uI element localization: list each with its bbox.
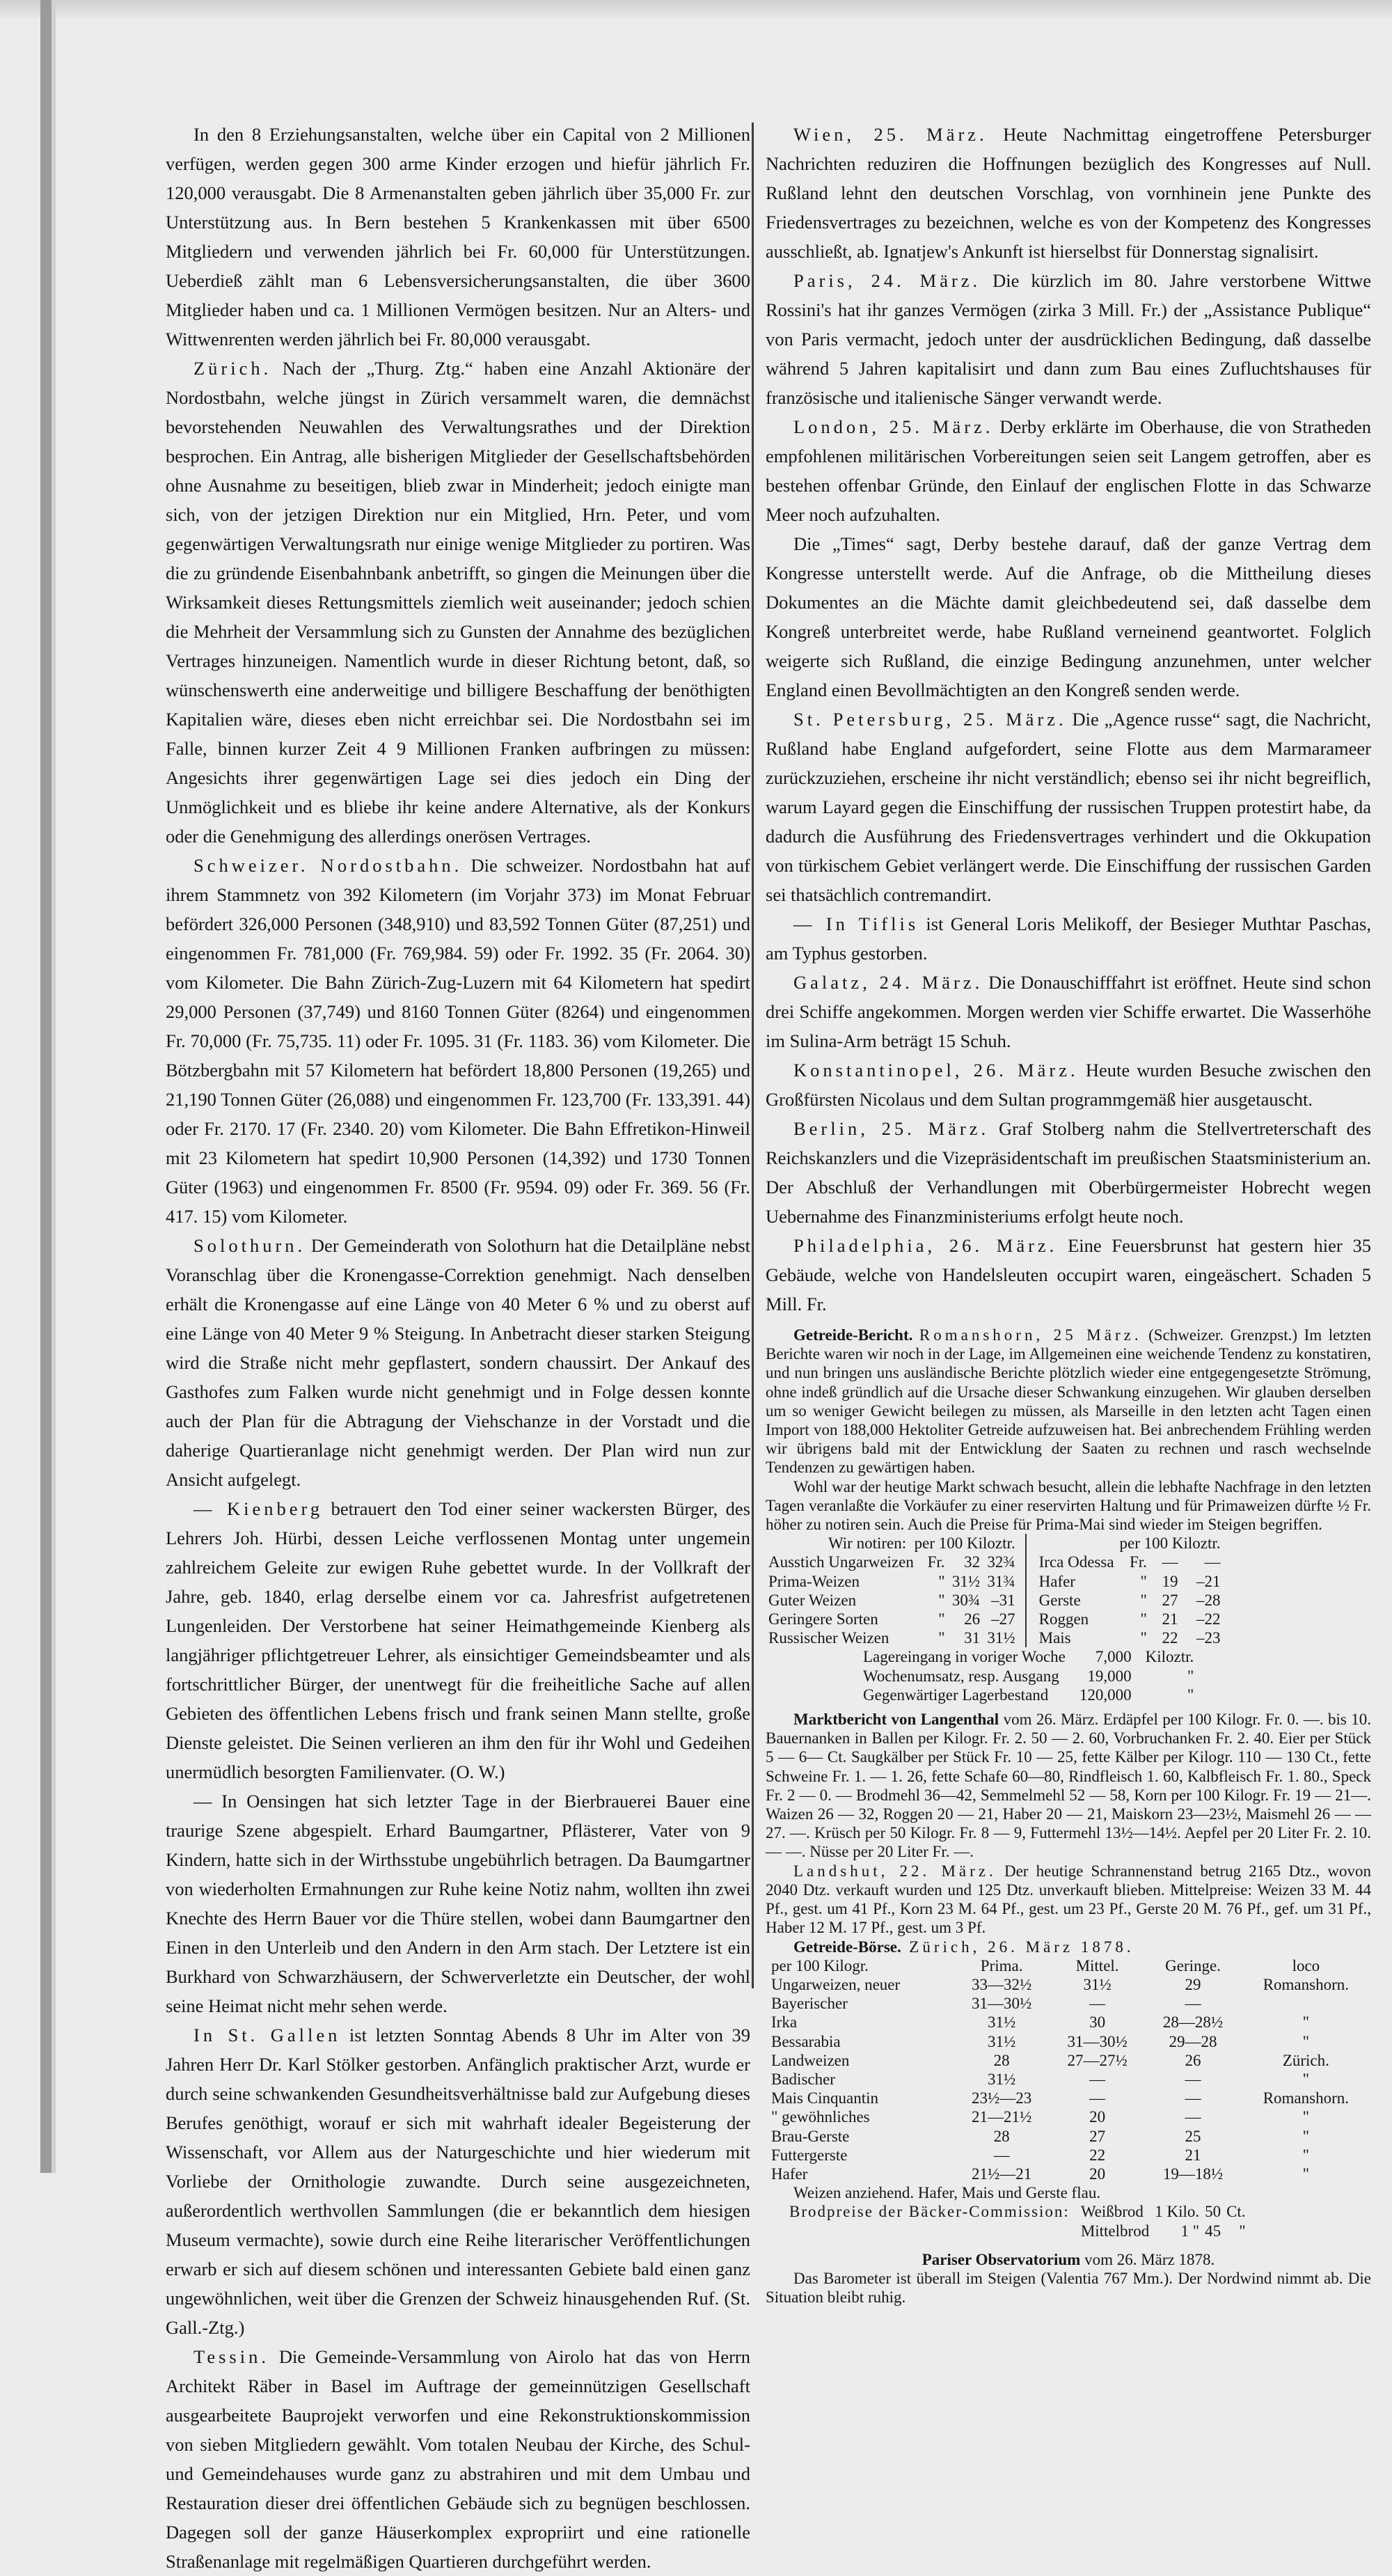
article-dateline: Konstantinopel, 26. März. (793, 1060, 1079, 1081)
brod-table (1078, 2202, 1249, 2240)
boerse-cell: 27—27½ (1067, 2051, 1128, 2069)
notiren-row-name: Roggen (1038, 1610, 1089, 1628)
notiren-row-b: –27 (991, 1610, 1015, 1628)
notiren-unit-right: per 100 Kiloztr. (1119, 1534, 1221, 1553)
article-paragraph (166, 2020, 750, 2342)
market-reports (766, 1326, 1371, 2307)
notiren-row-b: –23 (1196, 1629, 1221, 1647)
boerse-cell: Romanshorn. (1263, 2089, 1350, 2107)
notiren-row-cur: " (938, 1629, 945, 1647)
article-paragraph (766, 529, 1371, 705)
boerse-cell: 22 (1089, 2146, 1106, 2164)
right-column (766, 120, 1371, 1319)
article-paragraph (166, 1231, 750, 1494)
boerse-cell: " (1302, 2108, 1310, 2126)
article-text: In den 8 Erziehungsanstalten, welche über ein Capital von 2 Millionen verfügen, werden gegen 300 arme Kinder erzogen und hiefür jährlich Fr. 120,000 verausgabt. Die 8 Armenanstalten geben jährlich über 35,000 Fr. zur Unterstützung aus. In Bern bestehen 5 Krankenkassen mit über 6500 Mitgliedern und verwenden jährlich bei Fr. 60,000 für Unterstützungen. Ueberdieß zählt man 6 Lebensversicherungsanstalten, die über 3600 Mitglieder haben und ca. 1 Millionen Vermögen besitzen. Nur an Alters- und Wittwenrenten werden jährlich bei Fr. 80,000 verausgabt. (166, 124, 750, 350)
article-text: ist letzten Sonntag Abends 8 Uhr im Alter von 39 Jahren Herr Dr. Karl Stölker gestorben. Anfänglich praktischer Arzt, wurde er durch seine schwankenden Gesundheitsverhältnisse bald zur Aufgebung dieses Berufes genöthigt, worauf er sich mit wahrhaft idealer Begeisterung der Wissenschaft, vor Allem aus der Naturgeschichte und hier wiederum mit Vorliebe der Ornithologie zuwandte. Durch seine ausgezeichneten, außerordentlich werthvollen Sammlungen (die er bekanntlich dem hiesigen Museum vermachte), sowie durch eine Reihe literarischer Veröffentlichungen erwarb er sich auf diesem schönen und interessanten Gebiete bald einen ganz ungewöhnlichen, weit über die Grenzen der Schweiz hinausgehenden Ruf. (St. Gall.-Ztg.) (166, 2025, 751, 2338)
stock-row-unit: " (1187, 1667, 1194, 1685)
boerse-cell: " (1302, 2070, 1310, 2088)
boerse-place-date: Zürich, 26. März 1878. (909, 1938, 1134, 1956)
notiren-row-cur: Fr. (927, 1553, 945, 1571)
notiren-row-b: –22 (1196, 1610, 1221, 1628)
boerse-cell: 31—30½ (1067, 2032, 1128, 2050)
langenthal-text: vom 26. März. Erdäpfel per 100 Kilogr. Fr. 0. —. bis 10. Bauernanken in Ballen per Kilogr. Fr. 2. 50 — 2. 60, Vorbruchanken Fr. 2. 40. Eier per Stück 5 — 6— Ct. Saugkälber per Stück Fr. 10 — 25, fette Kälber per Kilogr. 110 — 130 Ct., fette Schweine Fr. 1. — 1. 26, fette Schafe 60—80, Rindfleisch 1. 60, Kalbfleisch Fr. 1. 80., Speck Fr. 2 — 0. — Brodmehl 36—42, Semmelmehl 52 — 58, Korn per 100 Kilogr. Fr. 19 — 21—. Waizen 26 — 32, Roggen 20 — 21, Haber 20 — 21, Maiskorn 23—23½, Maismehl 26 — — 27. —. Krüsch per 50 Kilogr. Fr. 8 — 9, Futtermehl 13½—14½. Aepfel per 20 Liter Fr. 2. 10. — —. Nüsse per 20 Liter Fr. —. (766, 1711, 1372, 1861)
price-table-notiren (766, 1534, 1371, 1647)
boerse-cell: 26 (1185, 2051, 1201, 2069)
notiren-row (766, 1610, 1018, 1628)
stock-row (856, 1647, 1201, 1666)
brod-title: Brodpreise der Bäcker-Commission: (789, 2203, 1070, 2221)
boerse-cell: 29 (1185, 1975, 1201, 1993)
notiren-row-name: Irca Odessa (1038, 1553, 1114, 1571)
notiren-row-cur: " (1140, 1572, 1147, 1590)
article-paragraph (766, 909, 1371, 968)
boerse-cell: 33—32½ (972, 1975, 1032, 1993)
notiren-row-a: 27 (1162, 1591, 1178, 1609)
boerse-cell (1241, 1994, 1371, 2013)
boerse-row (766, 2013, 1371, 2032)
article-dateline: Philadelphia, 26. März. (793, 1235, 1058, 1256)
notiren-row (766, 1628, 1018, 1647)
article-paragraph (766, 968, 1371, 1055)
notiren-row-b: –21 (1196, 1572, 1221, 1590)
boerse-table (766, 1956, 1371, 2183)
notiren-row-cur: " (1140, 1610, 1147, 1628)
boerse-cell: 31—30½ (972, 1995, 1032, 2013)
boerse-cell: " gewöhnliches (771, 2108, 870, 2126)
boerse-cell: — (1185, 1995, 1201, 2013)
notiren-row-name: Russischer Weizen (768, 1629, 889, 1647)
boerse-cell: Bessarabia (771, 2032, 841, 2050)
article-text: Die Gemeinde-Versammlung von Airolo hat das von Herrn Architekt Räber in Basel im Auftrage der gemeinnützigen Gesellschaft ausgearbeitete Bauprojekt verworfen und eine Rekonstruktionskommission von sieben Mitgliedern gewählt. Vom totalen Neubau der Kirche, des Schul- und Gemeindehauses wurde ganz zu abstrahiren und mit dem Umbau und Restauration dieser drei öffentlichen Gebäude sich zu begnügen beschlossen. Dagegen soll der ganze Häuserkomplex expropriirt und eine rationelle Straßenanlage mit regelmäßigen Quartieren durchgeführt werden. (166, 2346, 750, 2572)
boerse-cell: Irka (771, 2013, 798, 2032)
notiren-row (766, 1591, 1018, 1610)
brod-row-unit: " (1239, 2222, 1246, 2240)
boerse-cell: Mais Cinquantin (771, 2089, 878, 2107)
boerse-cell: 31½ (988, 2032, 1016, 2050)
stock-row-label: Gegenwärtiger Lagerbestand (863, 1686, 1049, 1704)
boerse-row (766, 2089, 1371, 2107)
brod-row-qty: 1 " (1180, 2222, 1200, 2240)
stock-row-label: Wochenumsatz, resp. Ausgang (863, 1667, 1059, 1685)
article-dateline: Wien, 25. März. (793, 124, 988, 145)
article-text: Die schweizer. Nordostbahn hat auf ihrem Stammnetz von 392 Kilometern (im Vorjahr 373) im Monat Februar befördert 326,000 Personen (348,910) und 83,592 Tonnen Güter (87,251) und eingenommen Fr. 781,000 (Fr. 769,984. 59) oder Fr. 1992. 35 (Fr. 2064. 30) vom Kilometer. Die Bahn Zürich-Zug-Luzern mit 64 Kilometern hat spedirt 29,000 Personen (37,749) und 8160 Tonnen Güter (8264) und eingenommen Fr. 70,000 (Fr. 75,735. 11) oder Fr. 1095. 31 (Fr. 1183. 36) vom Kilometer. Die Bötzbergbahn mit 57 Kilometern hat befördert 18,800 Personen (19,265) und 21,190 Tonnen Güter (26,088) und eingenommen Fr. 123,700 (Fr. 133,391. 44) oder Fr. 2170. 17 (Fr. 2340. 20) vom Kilometer. Die Bahn Effretikon-Hinweil mit 23 Kilometern hat spedirt 10,900 Personen (14,392) und 1730 Tonnen Güter (1963) und eingenommen Fr. 8500 (Fr. 9594. 09) oder Fr. 369. 56 (Fr. 417. 15) vom Kilometer. (166, 855, 750, 1227)
getreide-bericht-place-date: Romanshorn, 25 März. (919, 1326, 1142, 1344)
article-text: Die kürzlich im 80. Jahre verstorbene Wittwe Rossini's hat ihr ganzes Vermögen (zirka 3 Mill. Fr.) der „Assistance Publique“ von Paris vermacht, jedoch unter der ausdrücklichen Bedingung, daß dasselbe während 5 Jahren kapitalisirt und dann zum Bau eines Zufluchtshauses für französische und italienische Sänger verwandt werde. (766, 270, 1371, 408)
notiren-row-b: –31 (991, 1591, 1015, 1609)
notiren-row-cur: " (938, 1572, 945, 1590)
article-dateline: Tessin. (193, 2346, 269, 2367)
boerse-cell: Hafer (771, 2165, 808, 2183)
boerse-cell: 23½—23 (972, 2089, 1032, 2107)
stock-row-value: 7,000 (1095, 1648, 1132, 1666)
getreide-bericht (766, 1326, 1371, 1477)
boerse-cell: Romanshorn. (1263, 1975, 1350, 1993)
article-dateline: Zürich. (193, 358, 272, 379)
notiren-row-name: Ausstich Ungarweizen (768, 1553, 914, 1571)
notiren-row-a: 31½ (951, 1572, 981, 1590)
notiren-row-a: 21 (1162, 1610, 1178, 1628)
landshut-lead: Landshut, 22. März. (793, 1862, 997, 1880)
boerse-cell: 21½—21 (972, 2165, 1032, 2183)
stock-row-value: 120,000 (1079, 1686, 1132, 1704)
observatorium-heading (766, 2250, 1371, 2269)
boerse-row (766, 2107, 1371, 2126)
observatorium-date: vom 26. März 1878. (1084, 2250, 1215, 2268)
notiren-row (1036, 1591, 1224, 1610)
notiren-row-a: 30¾ (951, 1591, 981, 1609)
boerse-cell: — (1185, 2070, 1201, 2088)
boerse-cell: Brau-Gerste (771, 2127, 850, 2145)
notiren-row-a: 26 (964, 1610, 981, 1628)
article-dateline: Berlin, 25. März. (793, 1118, 990, 1139)
article-paragraph (766, 412, 1371, 529)
boerse-cell: 28—28½ (1162, 2013, 1224, 2032)
article-dateline: — In Tiflis (793, 913, 919, 934)
boerse-row (766, 2127, 1371, 2146)
notiren-row-name: Guter Weizen (768, 1591, 857, 1609)
boerse-cell: — (1089, 2089, 1106, 2107)
article-paragraph (166, 1786, 750, 2020)
boerse-header: Mittel. (1075, 1956, 1119, 1974)
article-paragraph (166, 354, 750, 851)
article-paragraph (766, 120, 1371, 266)
boerse-cell: " (1302, 2013, 1310, 2032)
brod-row-qty: 1 Kilo. (1155, 2203, 1200, 2221)
article-dateline: In St. Gallen (193, 2025, 341, 2045)
notiren-row-cur: " (1140, 1591, 1147, 1609)
boerse-title: Getreide-Börse. (793, 1938, 901, 1956)
langenthal-report (766, 1710, 1371, 1862)
notiren-row-b: 32¾ (987, 1553, 1015, 1571)
stock-table (856, 1647, 1201, 1704)
article-text: ist General Loris Melikoff, der Besieger Muthtar Paschas, am Typhus gestorben. (766, 913, 1371, 964)
article-paragraph (766, 1055, 1371, 1114)
page-binding-edge-inner (52, 0, 56, 2173)
boerse-tendency: Weizen anziehend. Hafer, Mais und Gerste flau. (793, 2184, 1101, 2202)
getreide-bericht-para2: Wohl war der heutige Markt schwach besucht, allein die lebhafte Nachfrage in den letzten Tagen veranlaßte die Vorkäufer zu einer reservirten Haltung und für Primaweizen dürfte ½ Fr. höher zu notiren sein. Auch die Preise für Prima-Mai sind wieder im Steigen begriffen. (766, 1477, 1371, 1534)
notiren-row-name: Geringere Sorten (768, 1610, 878, 1628)
article-dateline: Solothurn. (193, 1235, 306, 1256)
notiren-row-cur: " (938, 1610, 945, 1628)
brod-row-name: Mittelbrod (1080, 2222, 1150, 2240)
langenthal-title: Marktbericht von Langenthal (793, 1711, 999, 1729)
boerse-cell: 28 (993, 2051, 1010, 2069)
boerse-cell: — (993, 2146, 1010, 2164)
notiren-row (766, 1553, 1018, 1571)
getreide-bericht-source: (Schweizer. Grenzpst.) (1148, 1326, 1298, 1344)
notiren-row-name: Prima-Weizen (768, 1572, 860, 1590)
page-binding-edge (40, 0, 52, 2173)
notiren-unit: per 100 Kiloztr. (914, 1534, 1015, 1553)
article-text: Graf Stolberg nahm die Stellvertreterschaft des Reichskanzlers und die Vizepräsidentschaft im preußischen Staatsministerium an. Der Abschluß der Verhandlungen mit Oberbürgermeister Hobrecht wegen Uebernahme des Finanzministeriums erfolgt heute noch. (766, 1118, 1372, 1227)
stock-row-label: Lagereingang in voriger Woche (863, 1648, 1066, 1666)
brod-row (1078, 2222, 1249, 2240)
notiren-row (1036, 1610, 1224, 1628)
boerse-cell: Bayerischer (771, 1995, 848, 2013)
article-dateline: Schweizer. Nordostbahn. (193, 855, 463, 876)
article-paragraph (766, 266, 1371, 412)
boerse-header: Prima. (980, 1956, 1023, 1974)
boerse-header: loco (1292, 1956, 1320, 1974)
getreide-bericht-title: Getreide-Bericht. (793, 1326, 913, 1344)
left-column (166, 120, 750, 2576)
article-paragraph (166, 851, 750, 1231)
boerse-cell: " (1302, 2127, 1310, 2145)
article-dateline: London, 25. März. (793, 416, 994, 437)
article-paragraph (766, 1231, 1371, 1319)
stock-row-unit: Kiloztr. (1145, 1648, 1194, 1666)
notiren-row-a: — (1162, 1553, 1178, 1571)
notiren-row-a: 32 (964, 1553, 981, 1571)
boerse-header: per 100 Kilogr. (771, 1956, 869, 1974)
notiren-row (1036, 1572, 1224, 1591)
boerse-cell: 31½ (988, 2070, 1016, 2088)
notiren-row-name: Mais (1038, 1629, 1071, 1647)
boerse-cell: 20 (1089, 2165, 1106, 2183)
stock-row (856, 1667, 1201, 1686)
article-dateline: St. Petersburg, 25. März. (793, 709, 1067, 730)
notiren-row-cur: " (1140, 1629, 1147, 1647)
article-text: betrauert den Tod einer seiner wackersten Bürger, des Lehrers Joh. Hürbi, dessen Leiche verflossenen Montag unter ungemein zahlreichem Geleite zur ewigen Ruhe gebettet wurde. In der Vollkraft der Jahre, geb. 1840, erlag derselbe einem vor ca. Jahresfrist aufgetretenen Lungenleiden. Der Verstorbene hat seiner Heimathgemeinde Kienberg als langjähriger pflichtgetreuer Lehrer, als einsichtiger Gemeindsbeamter und als fortschrittlicher Bürger, der unentwegt für die freiheitliche Sache auf allen Gebieten des öffentlichen Lebens frisch und frank seinen Mann stellte, große Dienste geleistet. Die Seinen verlieren an ihm den für ihr Wohl und Gedeihen unermüdlich besorgten Familienvater. (O. W.) (166, 1498, 751, 1782)
boerse-row (766, 1994, 1371, 2013)
boerse-row (766, 2146, 1371, 2165)
boerse-cell: " (1302, 2165, 1310, 2183)
boerse-cell: " (1302, 2032, 1310, 2050)
brod-row-price: 50 (1205, 2203, 1221, 2221)
boerse-row (766, 2070, 1371, 2089)
article-paragraph (166, 2342, 750, 2576)
right-column-wrapper (766, 120, 1371, 2307)
boerse-cell: — (1185, 2108, 1201, 2126)
boerse-cell: 21 (1185, 2146, 1201, 2164)
notiren-row (1036, 1628, 1224, 1647)
notiren-row-b: 31¾ (987, 1572, 1015, 1590)
article-text: Der Gemeinderath von Solothurn hat die Detailpläne nebst Voranschlag über die Kronengasse-Correktion genehmigt. Nach denselben erhält die Kronengasse auf eine Länge von 40 Meter 6 % und zu oberst auf eine Länge von 40 Meter 9 % Steigung. In Anbetracht dieser starken Steigung wird die Straße nicht mehr gepflastert, sondern chaussirt. Der Ankauf des Gasthofes zum Falken wurde nicht genehmigt und in Folge dessen konnte auch der Plan für die Abtragung der Viehschanze in der Vorstadt und die daherige Quartieranlage nicht genehmigt werden. Der Plan wird nun zur Ansicht aufgelegt. (166, 1235, 751, 1490)
notiren-label: Wir notiren: (828, 1534, 907, 1553)
article-text: Die Donauschifffahrt ist eröffnet. Heute sind schon drei Schiffe angekommen. Morgen werden vier Schiffe erwartet. Die Wasserhöhe im Sulina-Arm beträgt 15 Schuh. (766, 972, 1372, 1051)
article-text: Die „Agence russe“ sagt, die Nachricht, Rußland habe England aufgefordert, seine Flotte aus dem Marmarameer zurückzuziehen, erscheine ihr nicht verständlich; ebenso sei ihr nicht begreiflich, warum Layard gegen die Einschiffung der russischen Truppen protestirt habe, da dadurch die Ausführung des Friedensvertrages verhindert und die Okkupation von türkischem Gebiet verlängert werde. Die Einschiffung der russischen Garden sei thatsächlich contremandirt. (766, 709, 1371, 905)
boerse-heading (766, 1938, 1371, 1956)
article-text: Heute Nachmittag eingetroffene Petersburger Nachrichten reduziren die Hoffnungen bezüglich des Kongresses auf Null. Rußland lehnt den deutschen Vorschlag, von vornhinein jene Punkte des Friedensvertrages zu bezeichnen, welche es von der Kompetenz des Kongresses ausschließt, ab. Ignatjew's Ankunft ist hierselbst für Donnerstag signalisirt. (766, 124, 1371, 262)
boerse-cell: 27 (1089, 2127, 1106, 2145)
boerse-cell: — (1089, 1995, 1106, 2013)
notiren-row-cur: Fr. (1129, 1553, 1147, 1571)
notiren-row-a: 31 (964, 1629, 981, 1647)
landshut-text: Der heutige Schrannenstand betrug 2165 Dtz., wovon 2040 Dtz. verkauft wurden und 125 Dtz. unverkauft blieben. Mittelpreise: Weizen 33 M. 44 Pf., gest. um 41 Pf., Korn 23 M. 64 Pf., gest. um 23 Pf., Gerste 20 M. 76 Pf., gef. um 31 Pf., Haber 12 M. 17 Pf., gest. um 3 Pf. (766, 1862, 1371, 1937)
brod-row-price: 45 (1205, 2222, 1221, 2240)
article-text: Derby erklärte im Oberhause, die von Stratheden empfohlenen militärischen Vorbereitungen seien seit Langem getroffen, aber es bestehen offenbar Gründe, den Einlauf der englischen Flotte in das Schwarze Meer noch aufzuhalten. (766, 416, 1371, 525)
notiren-row-cur: " (938, 1591, 945, 1609)
boerse-row (766, 2051, 1371, 2070)
notiren-row (1036, 1553, 1224, 1571)
brod-row (1078, 2202, 1249, 2221)
boerse-cell: Futtergerste (771, 2146, 848, 2164)
getreide-bericht-text: Im letzten Berichte waren wir noch in der Lage, im Allgemeinen eine weichende Tendenz zu konstatiren, und nun bringen uns ausländische Berichte plötzlich wieder eine entgegengesetzte Strömung, ohne indeß gründlich auf die Ursache dieser Schwankung einzugehen. Wir glauben derselben um so weniger Gewicht beilegen zu müssen, als Marseille in den letzten acht Tagen einen Import von 188,000 Hektoliter Getreide aufzuweisen hat. Bei anbrechendem Frühling werden wir übrigens bald mit der Entwicklung der Saaten zu rechnen und rasch wechselnde Tendenzen zu gewärtigen haben. (766, 1326, 1371, 1477)
article-text: Heute wurden Besuche zwischen den Großfürsten Nicolaus und dem Sultan programmgemäß hier ausgetauscht. (766, 1060, 1371, 1110)
observatorium-title: Pariser Observatorium (922, 2250, 1081, 2268)
article-dateline: — Kienberg (193, 1498, 324, 1519)
article-dateline: Galatz, 24. März. (793, 972, 983, 993)
boerse-cell: 31½ (988, 2013, 1016, 2032)
boerse-cell: — (1089, 2070, 1106, 2088)
notiren-row-b: –28 (1196, 1591, 1221, 1609)
boerse-cell: 19—18½ (1162, 2165, 1224, 2183)
stock-row-value: 19,000 (1087, 1667, 1132, 1685)
brod-row-name: Weißbrod (1080, 2203, 1144, 2221)
landshut-report (766, 1862, 1371, 1938)
page-top-shadow (0, 0, 1392, 21)
stock-row-unit: " (1187, 1686, 1194, 1704)
boerse-cell: 20 (1089, 2108, 1106, 2126)
article-paragraph (766, 1114, 1371, 1231)
boerse-cell: 30 (1089, 2013, 1106, 2032)
boerse-cell: — (1185, 2089, 1201, 2107)
boerse-cell: Badischer (771, 2070, 835, 2088)
boerse-row (766, 2032, 1371, 2051)
article-text: Nach der „Thurg. Ztg.“ haben eine Anzahl Aktionäre der Nordostbahn, welche jüngst in Zürich versammelt waren, die demnächst bevorstehenden Neuwahlen des Verwaltungsrathes und der Direktion besprochen. Ein Antrag, alle bisherigen Mitglieder der Gesellschaftsbehörden ohne Ausnahme zu beseitigen, blieb zwar in Minderheit; jedoch einigte man sich, von der jetzigen Direktion nur ein Mitglied, Hrn. Peter, und vom gegenwärtigen Verwaltungsrath nur einige wenige Mitglieder zu portiren. Was die zu gründende Eisenbahnbank anbetrifft, so gingen die Meinungen über die Wirksamkeit dieses Rettungsmittels ziemlich weit auseinander; jedoch schien die Mehrheit der Versammlung sich zu Gunsten der Annahme des bezüglichen Vertrages hinzuneigen. Namentlich wurde in dieser Richtung betont, daß, so wünschenswerth eine anderweitige und billigere Beschaffung der benöthigten Kapitalien wäre, dieses eben nicht erreichbar sei. Die Nordostbahn sei im Falle, binnen kurzer Zeit 4 9 Millionen Franken aufbringen zu müssen: Angesichts ihrer gegenwärtigen Lage sei dies jedoch ein Ding der Unmöglichkeit und es bliebe ihr keine andere Alternative, als der Konkurs oder die Genehmigung des allerdings onerösen Vertrages. (166, 358, 750, 847)
boerse-cell: " (1302, 2146, 1310, 2164)
article-paragraph (766, 705, 1371, 909)
boerse-cell: Zürich. (1282, 2051, 1329, 2069)
notiren-row (766, 1572, 1018, 1591)
notiren-row-name: Gerste (1038, 1591, 1081, 1609)
notiren-row-b: 31½ (987, 1629, 1015, 1647)
article-text: — In Oensingen hat sich letzter Tage in der Bierbrauerei Bauer eine traurige Szene abgespielt. Erhard Baumgartner, Pflästerer, Vater von 9 Kindern, hatte sich in der Wirthsstube ungebührlich betragen. Da Baumgartner von wiederholten Ermahnungen zur Ruhe keine Notiz nahm, wollten ihn zwei Knechte des Herrn Bauer vor die Thüre stellen, wobei dann Baumgartner den Einen in den Unterleib und den Andern in den Arm stach. Der Letztere ist ein Burkhard von Schwarzhäusern, der Schwerverletzte ein Deutscher, der wohl seine Heimat nicht mehr sehen werde. (166, 1791, 750, 2016)
article-paragraph (166, 120, 750, 354)
boerse-cell: Landweizen (771, 2051, 850, 2069)
notiren-row-a: 19 (1162, 1572, 1178, 1590)
article-text: Eine Feuersbrunst hat gestern hier 35 Gebäude, welche von Handelsleuten occupirt waren, eingeäschert. Schaden 5 Mill. Fr. (766, 1235, 1372, 1314)
column-divider (752, 123, 754, 1988)
brod-prices (789, 2202, 1371, 2240)
article-dateline: Paris, 24. März. (793, 270, 981, 291)
article-text: Die „Times“ sagt, Derby bestehe darauf, daß der ganze Vertrag dem Kongresse unterstellt werde. Auf die Anfrage, ob die Mittheilung dieses Dokumentes an die Mächte damit gleichbedeutend sei, daß dasselbe dem Kongreß unterbreitet werde, habe Rußland verneinend geantwortet. Folglich weigerte sich Rußland, die einzige Bedingung anzunehmen, unter welcher England einen Bevollmächtigten an den Kongreß senden werde. (766, 533, 1371, 700)
observatorium-text: Das Barometer ist überall im Steigen (Valentia 767 Mm.). Der Nordwind nimmt ab. Die Situation bleibt ruhig. (766, 2269, 1371, 2307)
boerse-cell: Ungarweizen, neuer (771, 1975, 901, 1993)
boerse-cell: 29—28 (1169, 2032, 1217, 2050)
boerse-row (766, 1975, 1371, 1994)
article-paragraph (166, 1494, 750, 1786)
boerse-header: Geringe. (1165, 1956, 1221, 1974)
boerse-cell: 25 (1185, 2127, 1201, 2145)
notiren-row-b: — (1204, 1553, 1221, 1571)
notiren-row-name: Hafer (1038, 1572, 1075, 1590)
boerse-row (766, 2165, 1371, 2183)
boerse-cell: 31½ (1083, 1975, 1112, 1993)
notiren-row-a: 22 (1162, 1629, 1178, 1647)
stock-row (856, 1686, 1201, 1704)
brod-row-unit: Ct. (1226, 2203, 1246, 2221)
boerse-cell: 21—21½ (972, 2108, 1032, 2126)
boerse-cell: 28 (993, 2127, 1010, 2145)
